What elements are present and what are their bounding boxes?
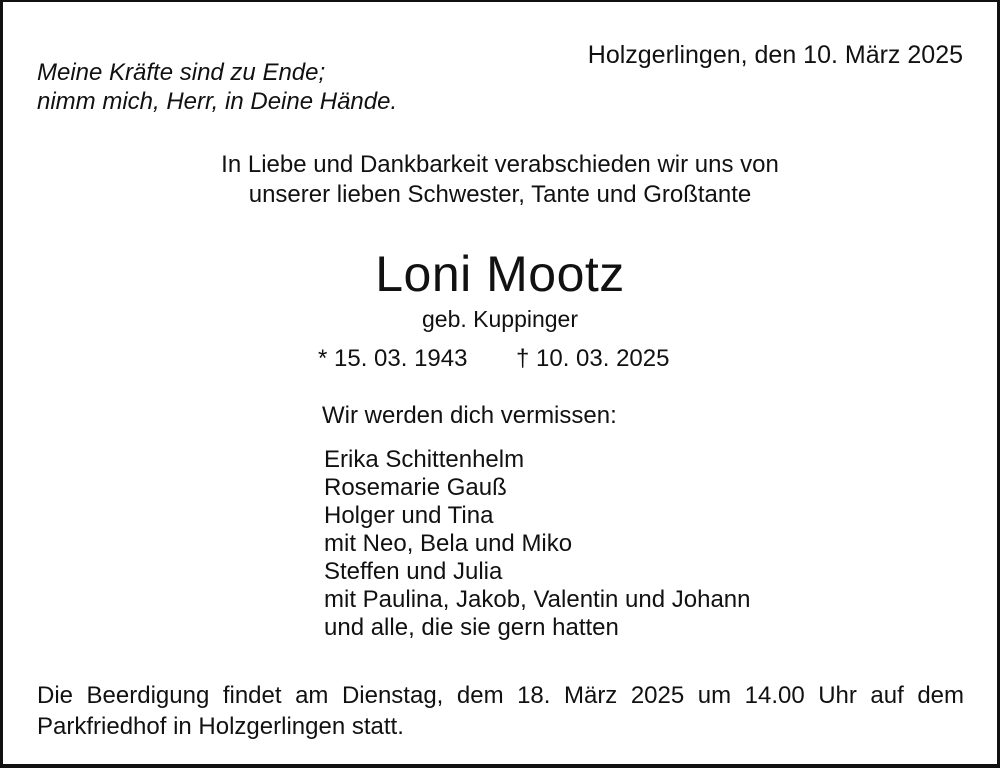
farewell-line: Wir werden dich vermissen:	[322, 402, 617, 429]
place-date: Holzgerlingen, den 10. März 2025	[587, 41, 963, 69]
mourner-item: Steffen und Julia	[324, 558, 503, 585]
mourner-item: und alle, die sie gern hatten	[324, 614, 619, 641]
deceased-name: Loni Mootz	[375, 246, 625, 302]
mourner-item: Erika Schittenhelm	[324, 446, 525, 473]
birth-date: * 15. 03. 1943	[318, 345, 468, 372]
intro-line-1: In Liebe und Dankbarkeit verabschieden wir uns von	[221, 151, 779, 178]
maiden-name: geb. Kuppinger	[421, 306, 578, 332]
funeral-line-2: Parkfriedhof in Holzgerlingen statt.	[37, 713, 404, 740]
verse-line-1: Meine Kräfte sind zu Ende;	[37, 59, 326, 86]
intro-text	[0, 150, 1000, 210]
intro-line-2: unserer lieben Schwester, Tante und Großtante	[248, 181, 752, 208]
mourner-item: Holger und Tina	[324, 502, 494, 529]
verse-line-2: nimm mich, Herr, in Deine Hände.	[37, 88, 398, 115]
mourners-list	[324, 446, 751, 642]
funeral-info	[37, 680, 964, 742]
mourner-item: mit Neo, Bela und Miko	[324, 530, 573, 557]
mourner-item: Rosemarie Gauß	[324, 474, 507, 501]
funeral-line-1: Die Beerdigung findet am Dienstag, dem 18. März 2025 um 14.00 Uhr auf dem	[37, 682, 964, 709]
bible-verse	[37, 58, 397, 116]
death-date: † 10. 03. 2025	[516, 345, 670, 372]
mourner-item: mit Paulina, Jakob, Valentin und Johann	[324, 586, 751, 613]
